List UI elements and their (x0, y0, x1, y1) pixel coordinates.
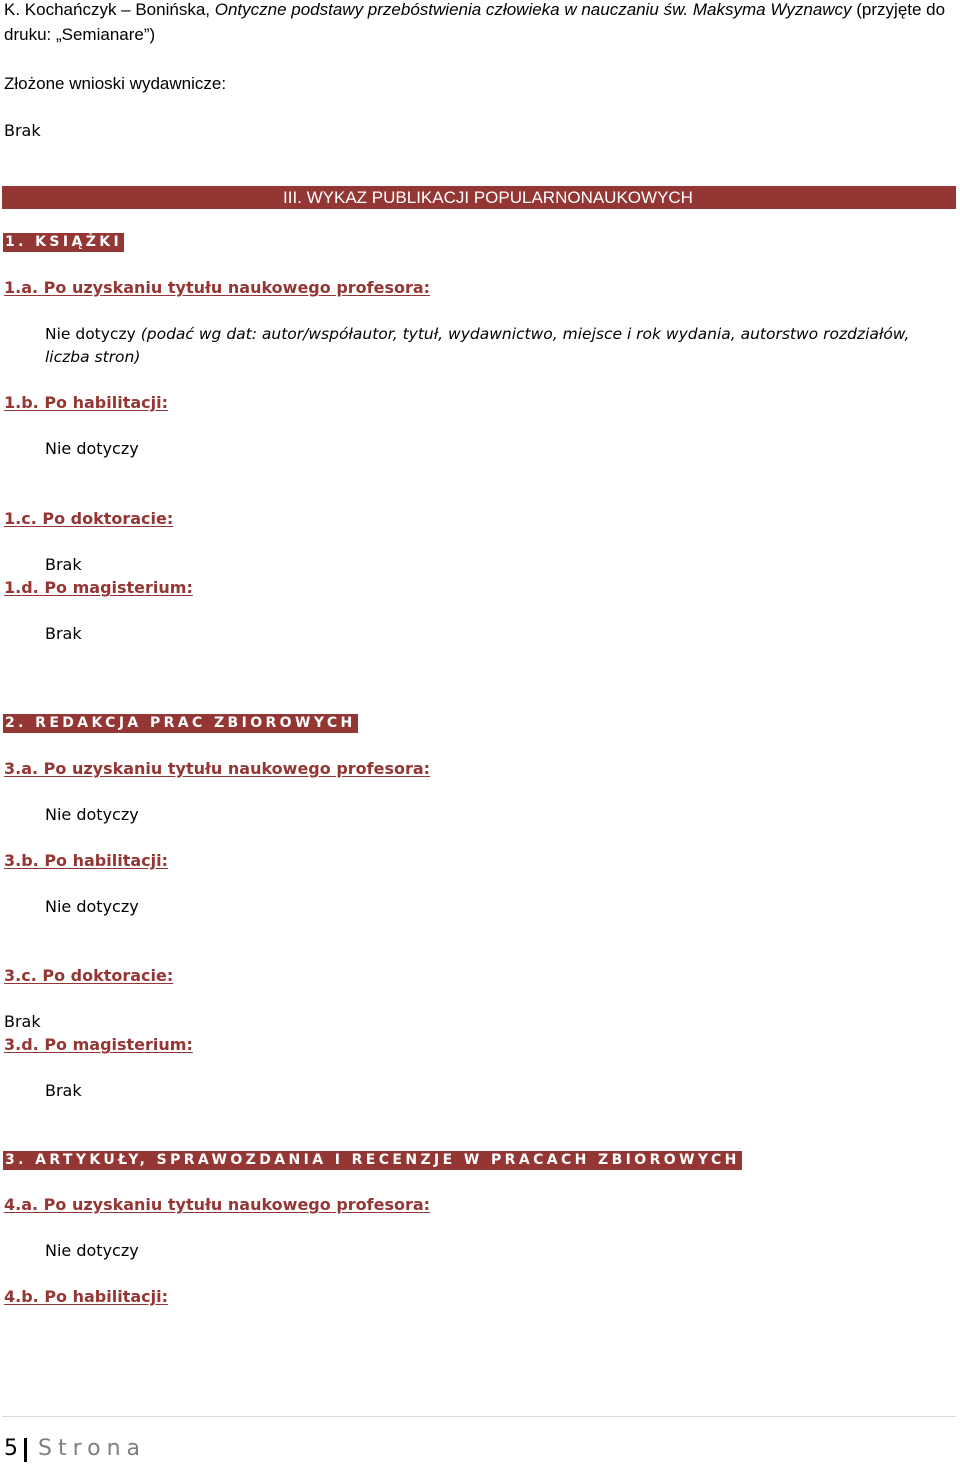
part2-a-label: 3.a. Po uzyskaniu tytułu naukowego profesora: (4, 759, 431, 778)
header-line-2: druku: „Semianare”) (4, 25, 156, 44)
part1-a-paragraph (45, 323, 953, 369)
part1-a-value: Nie dotyczy (45, 325, 136, 343)
wnioski-label: Złożone wnioski wydawnicze: (4, 74, 227, 93)
part2-heading: 2. REDAKCJA PRAC ZBIOROWYCH (5, 715, 356, 731)
wnioski-value: Brak (4, 121, 41, 140)
part2-d-label: 3.d. Po magisterium: (4, 1035, 193, 1054)
part2-b-value: Nie dotyczy (45, 897, 139, 916)
part3-heading: 3. ARTYKUŁY, SPRAWOZDANIA I RECENZJE W PRACACH ZBIOROWYCH (5, 1152, 740, 1168)
header-authors: K. Kochańczyk – Bonińska, (4, 0, 215, 19)
page-number: 5 (4, 1436, 18, 1461)
part1-a-note-2: liczba stron) (45, 348, 141, 366)
part3-b-label: 4.b. Po habilitacji: (4, 1287, 168, 1306)
part2-b-label: 3.b. Po habilitacji: (4, 851, 168, 870)
part1-b-value: Nie dotyczy (45, 439, 139, 458)
part1-b-label: 1.b. Po habilitacji: (4, 393, 168, 412)
part1-c-label: 1.c. Po doktoracie: (4, 509, 174, 528)
part1-a-label: 1.a. Po uzyskaniu tytułu naukowego profesora: (4, 278, 431, 297)
part1-a-note-1: (podać wg dat: autor/współautor, tytuł, wydawnictwo, miejsce i rok wydania, autorstwo rozdziałów, (140, 325, 910, 343)
part2-d-value: Brak (45, 1081, 82, 1100)
header-title: Ontyczne podstawy przebóstwienia człowieka w nauczaniu św. Maksyma Wyznawcy (214, 0, 852, 19)
header-status: (przyjęte do (851, 0, 946, 19)
header-line-1 (4, 0, 945, 20)
part2-c-value: Brak (4, 1012, 41, 1031)
part3-a-label: 4.a. Po uzyskaniu tytułu naukowego profesora: (4, 1195, 431, 1214)
part1-c-value: Brak (45, 555, 82, 574)
part2-c-label: 3.c. Po doktoracie: (4, 966, 174, 985)
page-label: Strona (38, 1436, 147, 1461)
part1-d-value: Brak (45, 624, 82, 643)
part2-a-value: Nie dotyczy (45, 805, 139, 824)
part3-a-value: Nie dotyczy (45, 1241, 139, 1260)
part1-d-label: 1.d. Po magisterium: (4, 578, 193, 597)
section-title: III. WYKAZ PUBLIKACJI POPULARNONAUKOWYCH (283, 188, 693, 207)
part1-heading: 1. KSIĄŻKI (5, 234, 123, 250)
footer-divider (2, 1416, 956, 1417)
page-separator (24, 1438, 27, 1462)
